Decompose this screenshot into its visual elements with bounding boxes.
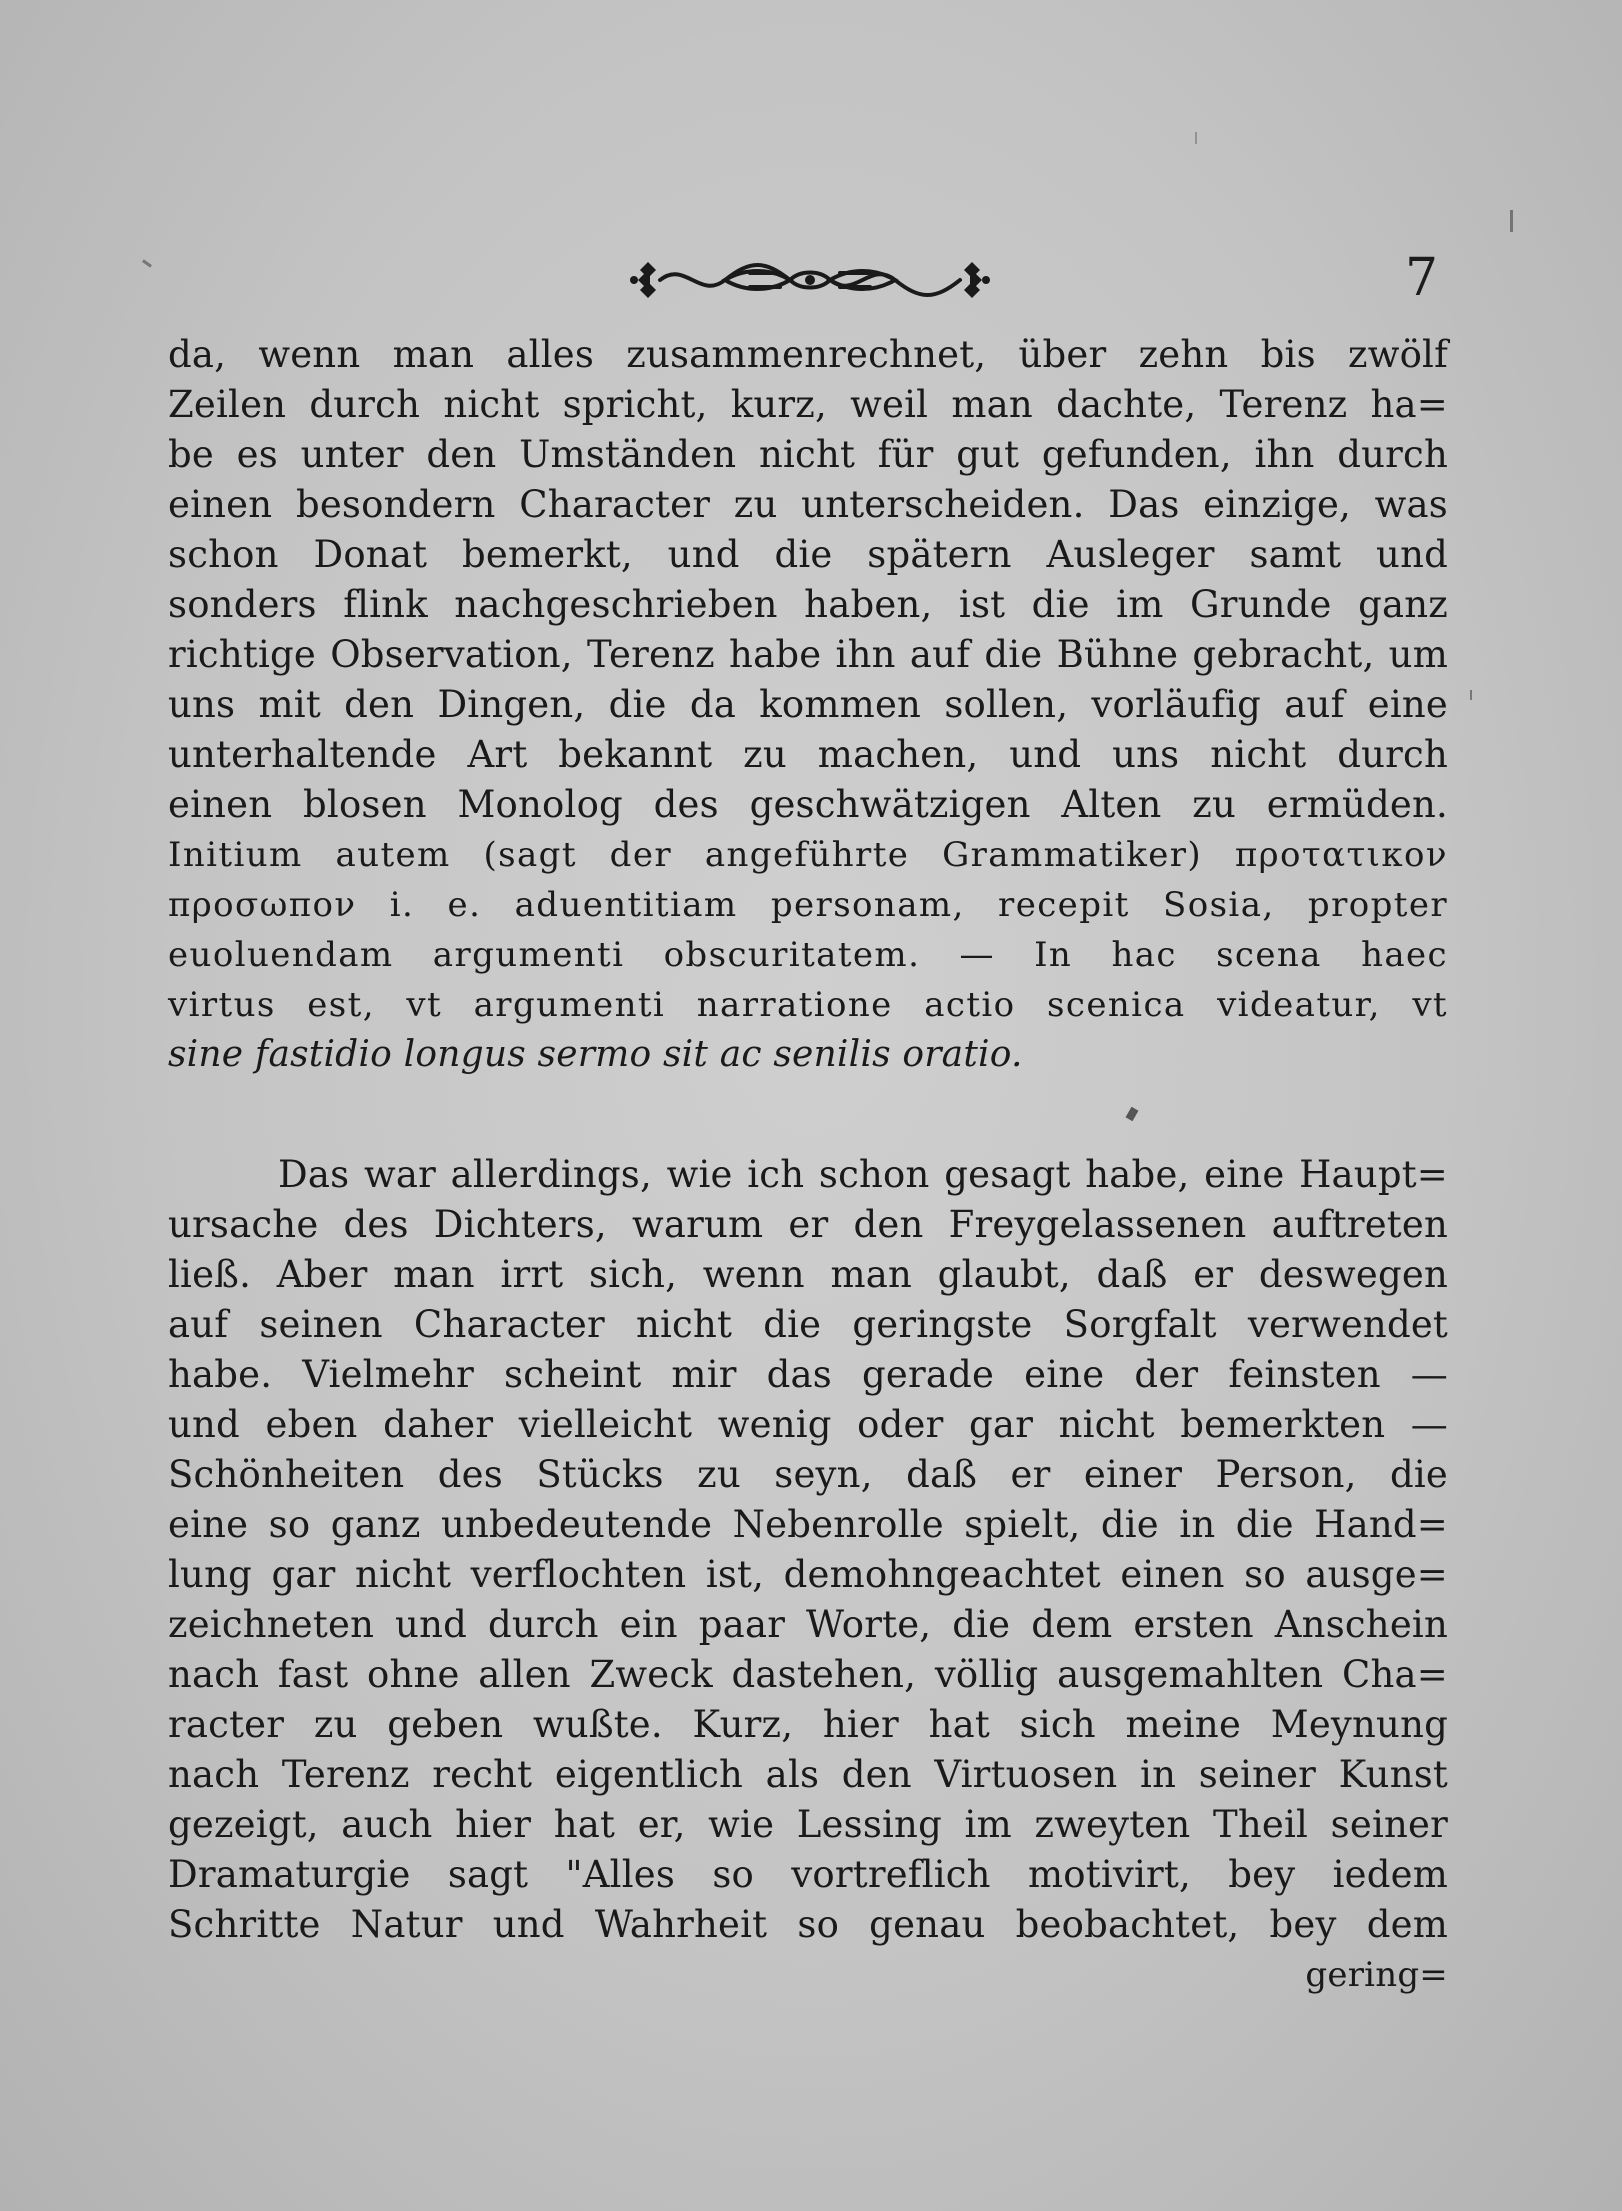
text-line: ursache des Dichters, warum er den Freygelassenen auftreten <box>168 1203 1448 1246</box>
latin-quotation <box>168 830 1448 1080</box>
text-line-first <box>168 1150 1448 1200</box>
body-text <box>168 330 1448 2000</box>
text-line: einen blosen Monolog des geschwätzigen Alten zu ermüden. <box>168 783 1448 826</box>
latin-line: προσωπον i. e. aduentitiam personam, recepit Sosia, propter <box>168 885 1448 925</box>
latin-italic-line: sine fastidio longus sermo sit ac senilis oratio. <box>168 1034 1023 1075</box>
text-line: Zeilen durch nicht spricht, kurz, weil man dachte, Terenz ha= <box>168 383 1448 426</box>
paper-speck <box>1195 132 1197 144</box>
latin-line: euoluendam argumenti obscuritatem. — In hac scena haec <box>168 935 1448 975</box>
paper-speck <box>1470 690 1472 700</box>
text-line: schon Donat bemerkt, und die spätern Ausleger samt und <box>168 533 1448 576</box>
latin-line: Initium autem (sagt der angeführte Grammatiker) προτατικον <box>168 835 1448 875</box>
text-line: zeichneten und durch ein paar Worte, die dem ersten Anschein <box>168 1603 1448 1646</box>
text-line: gezeigt, auch hier hat er, wie Lessing im zweyten Theil seiner <box>168 1803 1448 1846</box>
text-line: eine so ganz unbedeutende Nebenrolle spielt, die in die Hand= <box>168 1503 1448 1546</box>
latin-line: virtus est, vt argumenti narratione actio scenica videatur, vt <box>168 985 1448 1025</box>
ornament-icon <box>630 240 990 320</box>
text-line: sonders flink nachgeschrieben haben, ist die im Grunde ganz <box>168 583 1448 626</box>
text-line: be es unter den Umständen nicht für gut gefunden, ihn durch <box>168 433 1448 476</box>
text-line: Schönheiten des Stücks zu seyn, daß er einer Person, die <box>168 1453 1448 1496</box>
text-line: ließ. Aber man irrt sich, wenn man glaubt, daß er deswegen <box>168 1253 1448 1296</box>
text-line: racter zu geben wußte. Kurz, hier hat sich meine Meynung <box>168 1703 1448 1746</box>
text-line: da, wenn man alles zusammenrechnet, über zehn bis zwölf <box>168 333 1448 376</box>
text-line: nach Terenz recht eigentlich als den Virtuosen in seiner Kunst <box>168 1753 1448 1796</box>
paragraph-1 <box>168 330 1448 830</box>
text-line: auf seinen Character nicht die geringste Sorgfalt verwendet <box>168 1303 1448 1346</box>
page-number: 7 <box>1405 248 1439 308</box>
text-line: Dramaturgie sagt "Alles so vortreflich motivirt, bey iedem <box>168 1853 1448 1896</box>
text-line: einen besondern Character zu unterscheiden. Das einzige, was <box>168 483 1448 526</box>
text-line: lung gar nicht verflochten ist, demohngeachtet einen so ausge= <box>168 1553 1448 1596</box>
text-line: uns mit den Dingen, die da kommen sollen, vorläufig auf eine <box>168 683 1448 726</box>
text-line: nach fast ohne allen Zweck dastehen, völlig ausgemahlten Cha= <box>168 1653 1448 1696</box>
text-line-first-content: Das war allerdings, wie ich schon gesagt habe, eine Haupt= <box>278 1153 1448 1196</box>
text-line: richtige Observation, Terenz habe ihn auf die Bühne gebracht, um <box>168 633 1448 676</box>
catchword: gering= <box>1305 1955 1448 1995</box>
text-line: habe. Vielmehr scheint mir das gerade eine der feinsten — <box>168 1353 1448 1396</box>
page-header <box>0 240 1622 320</box>
paper-speck <box>1510 210 1513 232</box>
paragraph-gap <box>168 1080 1448 1150</box>
text-line: Schritte Natur und Wahrheit so genau beobachtet, bey dem <box>168 1903 1448 1946</box>
text-line: und eben daher vielleicht wenig oder gar nicht bemerkten — <box>168 1403 1448 1446</box>
paragraph-2 <box>168 1150 1448 2000</box>
text-line: unterhaltende Art bekannt zu machen, und uns nicht durch <box>168 733 1448 776</box>
